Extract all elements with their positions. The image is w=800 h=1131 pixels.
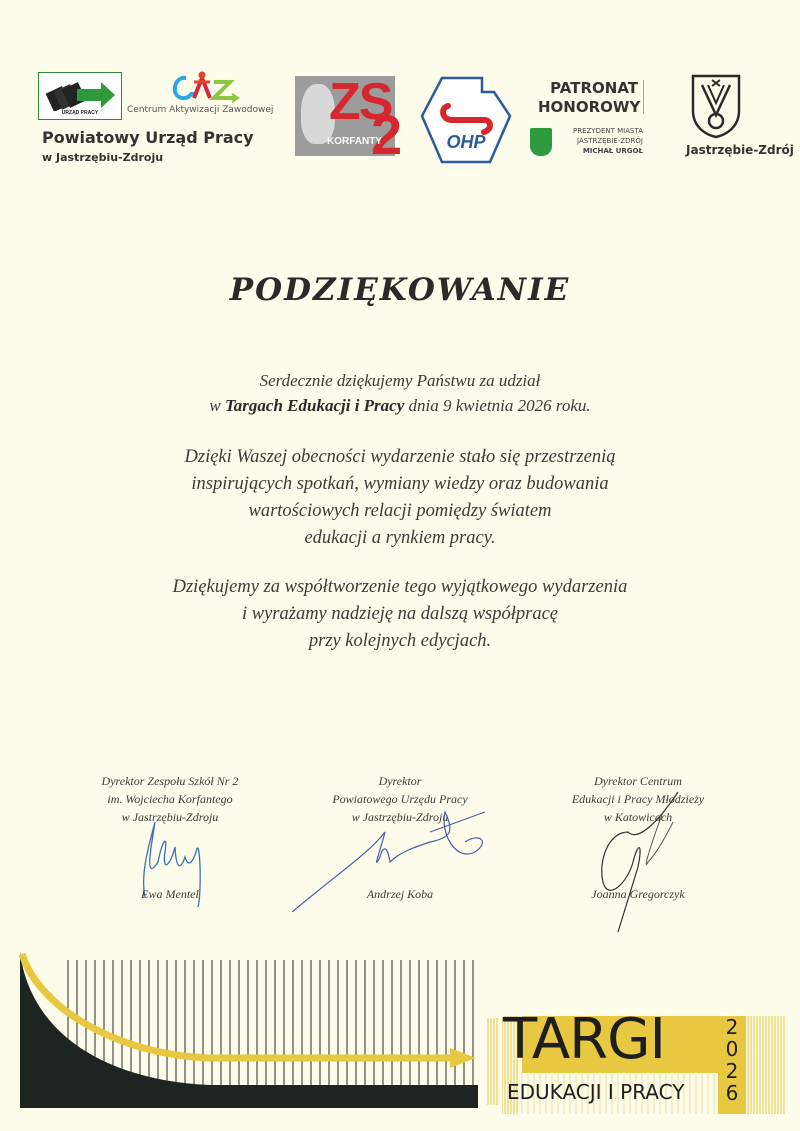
paragraph-2-line: Dzięki Waszej obecności wydarzenie stało się przestrzenią <box>184 447 616 467</box>
paragraph-2-line: wartościowych relacji pomiędzy światem <box>248 501 552 521</box>
signer-role-line: im. Wojciecha Korfantego <box>107 792 233 806</box>
targi-word: TARGI <box>503 1007 665 1072</box>
targi-subtitle: EDUKACJI I PRACY <box>507 1080 685 1104</box>
urzad-pracy-tag: URZĄD PRACY <box>61 110 99 116</box>
city-eagle-crest-icon <box>530 128 552 156</box>
signer-name: Joanna Gregorczyk <box>591 887 685 901</box>
signer-role-line: Dyrektor <box>378 774 422 788</box>
urzad-pracy-logo <box>38 72 122 120</box>
signer-role-line: Powiatowego Urzędu Pracy <box>332 792 468 806</box>
paragraph-2-line: edukacji a rynkiem pracy. <box>304 528 496 548</box>
page-title: PODZIĘKOWANIE <box>229 272 571 308</box>
caz-logo-icon <box>168 70 243 104</box>
prezydent-line1: PREZYDENT MIASTA <box>573 127 643 135</box>
ohp-logo-icon <box>420 76 512 166</box>
city-name: Jastrzębie-Zdrój <box>686 143 794 157</box>
prezydent-line2: JASTRZĘBIE-ZDRÓJ <box>577 137 643 145</box>
paragraph-3-line: i wyrażamy nadzieję na dalszą współpracę <box>241 604 559 624</box>
patronat-divider <box>643 80 644 114</box>
pup-subtitle: w Jastrzębiu-Zdroju <box>42 151 164 164</box>
zs2-korfanty-logo <box>295 73 405 166</box>
event-date: dnia 9 kwietnia 2026 roku. <box>404 396 591 415</box>
paragraph-1-line-2 <box>0 393 800 418</box>
signature-block-cepm <box>518 772 758 912</box>
signature-block-pup <box>280 772 520 912</box>
paragraph-3-line: Dziękujemy za współtworzenie tego wyjątkowego wydarzenia <box>172 577 628 597</box>
line-2-prefix: w <box>209 396 225 415</box>
zs-number: 2 <box>371 103 403 166</box>
paragraph-1-line-1: Serdecznie dziękujemy Państwu za udział <box>259 371 541 390</box>
caz-name: Centrum Aktywizacji Zawodowej <box>127 105 274 115</box>
signer-role-line: w Jastrzębiu-Zdroju <box>121 810 219 824</box>
ohp-label: OHP <box>446 132 486 152</box>
signer-role-line: w Jastrzębiu-Zdroju <box>351 810 449 824</box>
jastrzebie-crest-icon <box>690 73 742 139</box>
urzad-pracy-cards-icon <box>45 79 115 111</box>
prezydent-info <box>555 126 643 156</box>
signer-role-line: Dyrektor Centrum <box>594 774 682 788</box>
thanks-paragraph-1 <box>0 368 800 418</box>
signer-name: Ewa Mentel <box>141 887 199 901</box>
signer-role-line: Edukacji i Pracy Młodzieży <box>571 792 705 806</box>
signer-role-line: w Katowicach <box>603 810 673 824</box>
patronat-line1: PATRONAT <box>550 79 638 97</box>
targi-year <box>722 1016 742 1104</box>
event-name: Targach Edukacji i Pracy <box>224 396 405 415</box>
thanks-paragraph-2 <box>0 444 800 552</box>
paragraph-3-line: przy kolejnych edycjach. <box>308 631 492 651</box>
signer-name: Andrzej Koba <box>366 887 434 901</box>
prezydent-name: MICHAŁ URGOŁ <box>582 147 643 155</box>
year-digit: 2 <box>725 1059 739 1083</box>
patronat-honorowy <box>538 79 641 117</box>
paragraph-2-line: inspirujących spotkań, wymiany wiedzy oraz budowania <box>191 474 609 494</box>
signature-block-zs2 <box>50 772 290 912</box>
zs-name: KORFANTY <box>327 136 382 147</box>
year-digit: 0 <box>725 1037 739 1061</box>
pup-title: Powiatowy Urząd Pracy <box>42 128 254 147</box>
year-digit: 6 <box>725 1081 739 1105</box>
thanks-paragraph-3 <box>0 574 800 655</box>
zs-letters: ZS <box>329 73 392 131</box>
handwritten-signature-icon <box>518 772 758 932</box>
patronat-line2: HONOROWY <box>538 98 641 116</box>
signer-role-line: Dyrektor Zespołu Szkół Nr 2 <box>101 774 239 788</box>
year-digit: 2 <box>725 1015 739 1039</box>
